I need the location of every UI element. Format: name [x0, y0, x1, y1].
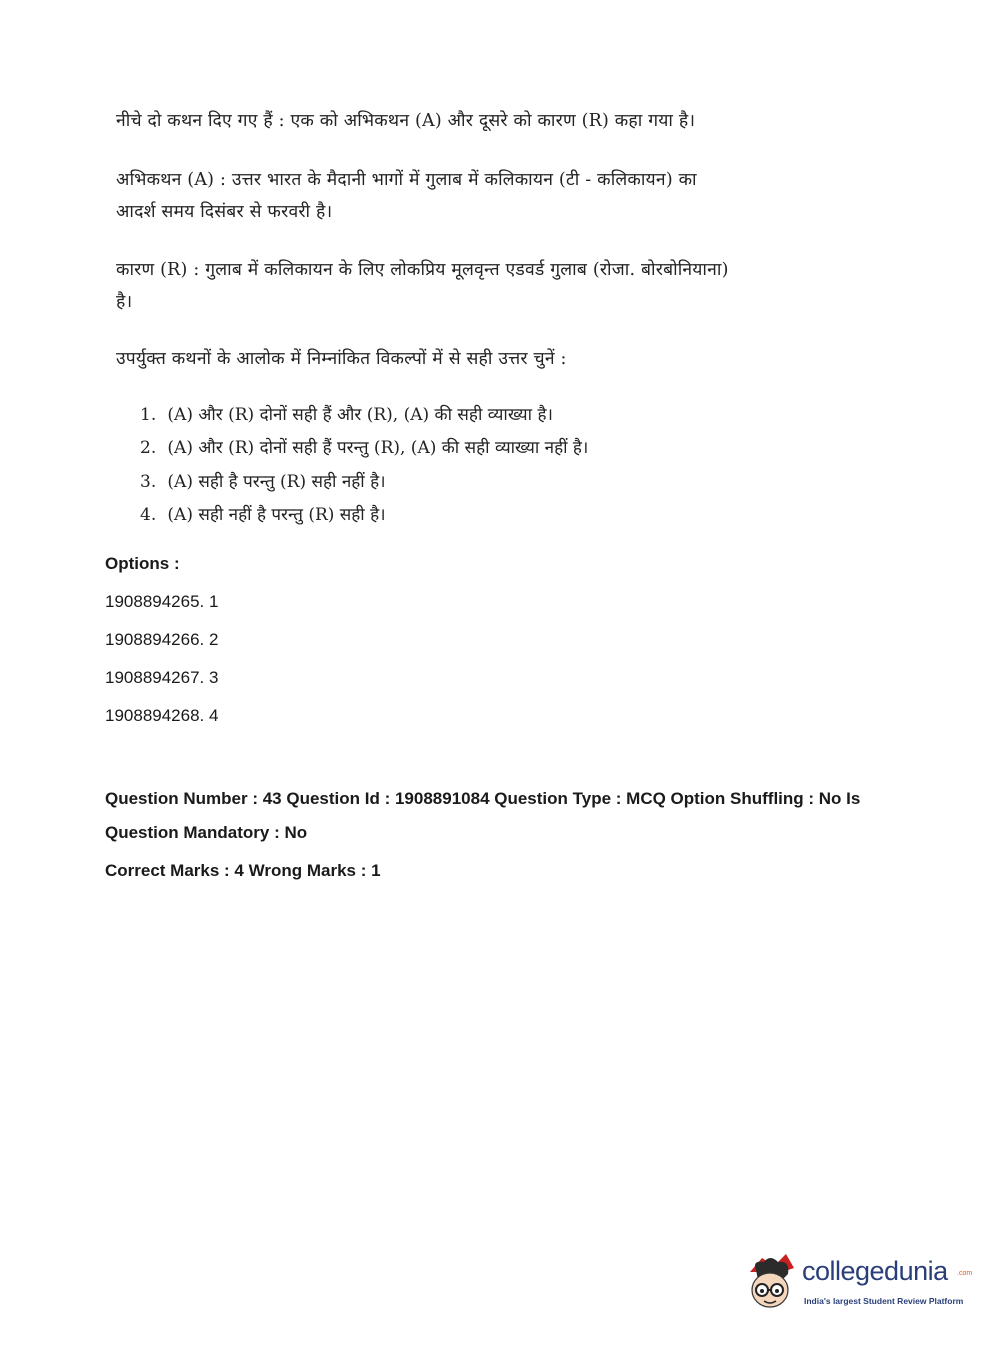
choice-text: (A) सही नहीं है परन्तु (R) सही है।: [167, 505, 386, 525]
choice-text: (A) और (R) दोनों सही हैं परन्तु (R), (A) की सही व्याख्या नहीं है।: [167, 438, 589, 458]
question-intro: नीचे दो कथन दिए गए हैं : एक को अभिकथन (A) और दूसरे को कारण (R) कहा गया है।: [116, 111, 696, 131]
choice-item: [140, 435, 588, 458]
choice-number: 4.: [140, 505, 157, 525]
choice-number: 1.: [140, 405, 157, 425]
reason-line-2: है।: [116, 292, 133, 312]
option-id-item: 1908894266. 2: [105, 630, 219, 649]
mascot-icon: [742, 1250, 802, 1312]
choice-item: [140, 402, 553, 425]
question-meta-line-2: Question Mandatory : No: [105, 823, 308, 842]
choice-number: 2.: [140, 438, 157, 458]
choice-text: (A) सही है परन्तु (R) सही नहीं है।: [167, 472, 386, 492]
question-marks: Correct Marks : 4 Wrong Marks : 1: [105, 861, 381, 880]
reason-line-1: कारण (R) : गुलाब में कलिकायन के लिए लोकप्रिय मूलवृन्त एडवर्ड गुलाब (रोजा. बोरबोनियाना): [116, 260, 729, 280]
choice-item: [140, 469, 386, 492]
choice-item: [140, 502, 386, 525]
logo-tagline: India's largest Student Review Platform: [804, 1296, 964, 1306]
logo-wordmark: collegedunia: [802, 1256, 948, 1286]
logo-domain: .com: [957, 1270, 973, 1277]
choice-number: 3.: [140, 472, 157, 492]
collegedunia-logo: [742, 1250, 972, 1320]
question-meta-line-1: Question Number : 43 Question Id : 1908891084 Question Type : MCQ Option Shuffling : No Is: [105, 789, 861, 808]
options-heading: Options :: [105, 554, 180, 573]
option-id-item: 1908894265. 1: [105, 592, 219, 611]
assertion-line-2: आदर्श समय दिसंबर से फरवरी है।: [116, 202, 333, 222]
option-id-item: 1908894267. 3: [105, 668, 219, 687]
option-id-item: 1908894268. 4: [105, 706, 219, 725]
instruction-text: उपर्युक्त कथनों के आलोक में निम्नांकित विकल्पों में से सही उत्तर चुनें :: [116, 349, 567, 369]
assertion-line-1: अभिकथन (A) : उत्तर भारत के मैदानी भागों में गुलाब में कलिकायन (टी - कलिकायन) का: [116, 170, 697, 190]
choice-text: (A) और (R) दोनों सही हैं और (R), (A) की सही व्याख्या है।: [167, 405, 553, 425]
